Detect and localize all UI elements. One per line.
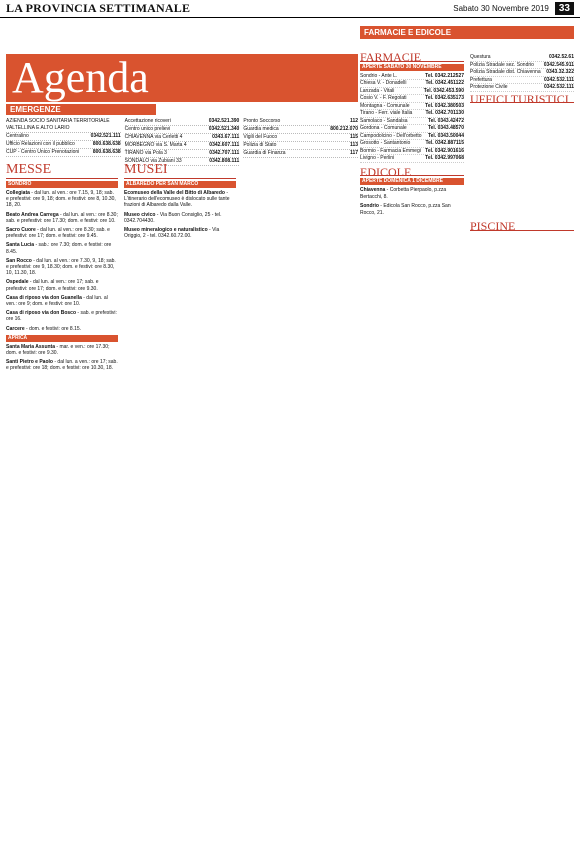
agenda-banner — [6, 54, 358, 102]
list-entry — [6, 227, 118, 239]
contact-row — [360, 73, 464, 81]
messe-zone-2: APRICA — [6, 335, 118, 342]
uffici-column — [470, 54, 574, 233]
contact-row — [470, 77, 574, 85]
list-entry — [6, 279, 118, 291]
contact-phone: Tel. 0343.48570 — [427, 125, 464, 131]
list-entry — [124, 212, 236, 224]
contact-row — [360, 103, 464, 111]
list-entry — [6, 258, 118, 277]
farmacie-list — [360, 73, 464, 163]
entry-name: San Rocco — [6, 257, 32, 264]
entry-text: - Corbetta Pierpaolo, p.zza Bertacchi, 8. — [360, 187, 447, 200]
contact-row — [6, 133, 121, 141]
emergency-col-2 — [125, 118, 240, 166]
contact-name: SONDALO via Zubiani 33 — [124, 158, 182, 164]
musei-column — [124, 162, 236, 242]
contact-name: Polizia di Stato — [243, 142, 277, 148]
contact-name: TIRANO via Pola 3 — [124, 150, 167, 156]
messe-list-1 — [6, 190, 118, 332]
contact-phone: 0342.532.111 — [543, 76, 574, 83]
entry-name: Carcere — [6, 325, 25, 332]
contact-phone: Tel. 0343.42472 — [427, 117, 464, 124]
contact-name: Pronto Soccorso — [243, 118, 281, 124]
contact-name: Sondrio - Ante L. — [360, 72, 398, 79]
contact-phone: 0342.607.111 — [209, 142, 240, 148]
entry-text: - dal lun. al ven.: ore 8.30; sab. e prefestivi: ore 17.30; dom. e festivi: ore 10. — [6, 211, 118, 224]
contact-row — [243, 150, 358, 158]
messe-zone-1: SONDRIO — [6, 181, 118, 188]
farmacie-bar: APERTE SABATO 30 NOVEMBRE — [360, 64, 464, 71]
entry-text: - Via Origgio, 2 - tel. 0342.60.72.00. — [124, 227, 220, 240]
entry-text: - mar. e ven.: ore 17.30; dom. e festivi: ore 9.30. — [6, 343, 110, 357]
musei-zone: ALBAREDO PER SAN MARCO — [124, 181, 236, 188]
contact-phone: 112 — [349, 118, 359, 124]
contact-phone: Tel. 0342.887115 — [425, 140, 464, 146]
contact-row — [360, 110, 464, 118]
contact-name: Polizia Stradale sez. Sondrio — [470, 61, 534, 68]
issue-date: Sabato 30 Novembre 2019 — [453, 4, 549, 13]
contact-name: Vigili del Fuoco — [243, 134, 278, 140]
entry-text: - dal lun. al ven.: ore 17; sab. e prefestivi: ore 17; dom. e festivi: ore 9.30. — [6, 279, 99, 292]
entry-text: - dal lun. al ven.: ore 8.30; sab. e prefestivi: ore 17; dom. e festivi: ore 9.45. — [6, 227, 110, 240]
entry-name: Casa di riposo via don Bosco — [6, 310, 77, 317]
musei-title: MUSEI — [124, 162, 236, 179]
contact-row — [360, 118, 464, 126]
entry-name: Beato Andrea Carrega — [6, 211, 59, 218]
contact-phone: Tel. 0342.380503 — [425, 102, 464, 109]
contact-row — [360, 155, 464, 163]
contact-phone: 0342.532.111 — [543, 84, 574, 90]
contact-row — [360, 133, 464, 141]
contact-phone: 117 — [349, 150, 359, 156]
contact-name: CUP - Centro Unico Prenotazioni — [6, 149, 80, 155]
contact-row — [125, 142, 240, 150]
entry-text: - dal lun. al ven.: ore 7.15, 9, 18; sab. e prefestivi: ore 9, 18; dom. e festivi: ore 8, 10.30, 18, 20. — [6, 190, 116, 209]
contact-phone: 0342.545.911 — [543, 61, 574, 68]
entry-name: Santa Lucia — [6, 242, 35, 249]
farmacie-section — [360, 26, 574, 846]
contact-name: CHIAVENNA via Cerletti 4 — [124, 134, 183, 140]
contact-phone: 800.212.070 — [330, 126, 359, 132]
entry-text: - dal lun. al ven.: ore 9; dom. e festivi: ore 10. — [6, 294, 108, 308]
entry-text: - sab. e prefestivi: ore 16. — [6, 310, 117, 323]
contact-row — [6, 118, 121, 133]
list-entry — [6, 242, 118, 254]
contact-name: Protezione Civile — [470, 84, 508, 90]
contact-row — [360, 80, 464, 88]
edicole-list — [360, 187, 464, 216]
contact-row — [470, 84, 574, 92]
entry-name: Museo civico — [124, 211, 156, 218]
contact-phone: 0342.808.111 — [209, 158, 240, 164]
contact-row — [243, 118, 358, 126]
contact-row — [125, 134, 240, 142]
entry-name: Sacro Cuore — [6, 227, 36, 234]
contact-phone: 115 — [349, 134, 359, 140]
uffici-title: UFFICI TURISTICI — [470, 96, 574, 104]
contact-phone: 0342.521.340 — [208, 126, 240, 132]
contact-name: Livigno - Perlini — [360, 155, 395, 161]
contact-phone: Tel. 0342.451122 — [425, 80, 464, 86]
entry-name: Collegiata — [6, 190, 30, 196]
edicole-title: EDICOLE — [360, 169, 464, 177]
contact-name: Gordona - Comunale — [360, 125, 407, 131]
farmacie-edicole-title: FARMACIE E EDICOLE — [360, 26, 574, 39]
contact-phone: 0342.707.111 — [209, 150, 240, 156]
contact-row — [360, 140, 464, 148]
contact-row — [125, 118, 240, 126]
piscine-title: PISCINE — [470, 223, 574, 231]
contact-row — [360, 125, 464, 133]
list-entry — [6, 359, 118, 371]
contact-phone: 0342.521.111 — [90, 133, 121, 139]
contact-name: Prefettura — [470, 76, 492, 83]
contact-name: Grosotto - Santantonio — [360, 140, 411, 146]
entry-name: Santi Pietro e Paolo — [6, 359, 53, 366]
contact-name: Bormio - Farmacia Emmegi — [360, 147, 421, 154]
emergency-list-2 — [470, 54, 574, 92]
contact-name: Montagna - Comunale — [360, 102, 410, 109]
contact-phone: 800.638.638 — [92, 149, 121, 155]
entry-text: - sab.: ore 7.30; dom. e festivi: ore 8.45. — [6, 242, 112, 255]
entry-text: - Edicola San Rocco, p.zza San Rocco, 21. — [360, 203, 451, 216]
contact-row — [125, 150, 240, 158]
contact-row — [470, 54, 574, 62]
entry-name: Santa Maria Assunta — [6, 343, 55, 350]
contact-phone: 0343.67.111 — [212, 134, 240, 140]
entry-name: Museo mineralogico e naturalistico — [124, 227, 208, 234]
emergenze-bar: EMERGENZE — [6, 104, 156, 115]
contact-name: Guardia medica — [243, 126, 279, 132]
contact-name: Centro unico prelievi — [124, 126, 171, 132]
emergency-columns — [6, 118, 358, 166]
contact-name: Polizia Stradale dist. Chiavenna — [470, 69, 541, 75]
list-entry — [6, 326, 118, 332]
contact-phone: Tel. 0342.635173 — [425, 95, 464, 101]
contact-row — [243, 134, 358, 142]
contact-phone: 0343.32.322 — [546, 69, 574, 75]
contact-phone: Tel. 0342.212527 — [425, 72, 464, 79]
contact-row — [360, 88, 464, 96]
contact-name: MORBEGNO via S. Marta 4 — [124, 142, 187, 148]
contact-phone: Tel. 0342.701130 — [425, 110, 464, 116]
agenda-title: Agenda — [12, 53, 149, 102]
contact-name: Campodolcino - Dell'orbetto — [360, 132, 422, 139]
farmacie-column — [360, 50, 464, 219]
contact-phone: Tel. 0342.901616 — [425, 147, 464, 154]
list-entry — [360, 203, 464, 216]
contact-row — [125, 126, 240, 134]
entry-text: - dal lun. al ven.: ore 7.30, 9, 18; sab. e prefestivi: ore 9, 18.30; dom. e festivi: ore 8.30, 10, 11.30, 18. — [6, 257, 116, 277]
messe-title: MESSE — [6, 162, 118, 179]
emergency-col-3 — [243, 118, 358, 166]
contact-row — [360, 95, 464, 103]
contact-phone: Tel. 0342.453.590 — [423, 87, 464, 94]
entry-text: - Via Buon Consiglio, 25 - tel. 0342.704430. — [124, 211, 222, 224]
contact-name: Questura — [470, 54, 491, 60]
emergency-col-1 — [6, 118, 121, 166]
contact-row — [360, 148, 464, 156]
contact-phone: Tel. 0343.50044 — [427, 132, 464, 139]
contact-row — [470, 69, 574, 77]
list-entry — [6, 344, 118, 356]
contact-name: Lanzada - Vitali — [360, 87, 395, 94]
contact-phone: 0342.521.390 — [208, 118, 240, 124]
contact-row — [243, 126, 358, 134]
list-entry — [6, 190, 118, 209]
entry-text: - dal lun. a ven.: ore 17; sab. e prefestivi: ore 18; dom. e festivi: ore 10.30, 18. — [6, 359, 118, 372]
list-entry — [124, 227, 236, 239]
contact-name: Centralino — [6, 133, 29, 139]
contact-phone: Tel. 0342.997068 — [425, 155, 464, 161]
contact-name: Ufficio Relazioni con il pubblico — [6, 141, 75, 147]
edicole-bar: APERTE DOMENICA 1 DICEMBRE — [360, 178, 464, 185]
contact-name: Tirano - Ferr. viale Italia — [360, 110, 413, 116]
contact-row — [243, 142, 358, 150]
contact-name: Guardia di Finanza — [243, 150, 286, 156]
contact-name: Accettazione ricoveri — [124, 118, 171, 124]
entry-name: Ecomuseo della Valle del Bitto di Albaredo — [124, 190, 225, 196]
list-entry — [6, 295, 118, 307]
list-entry — [360, 187, 464, 200]
farmacie-subtitle: FARMACIE — [360, 54, 464, 62]
messe-list-2 — [6, 344, 118, 372]
entry-name: Sondrio — [360, 203, 379, 209]
contact-row — [6, 141, 121, 149]
entry-name: Ospedale — [6, 279, 29, 286]
musei-list — [124, 190, 236, 239]
contact-name: Chiesa V. - Donadelli — [360, 80, 407, 86]
contact-phone: 800.638.638 — [92, 141, 121, 147]
contact-row — [6, 149, 121, 157]
contact-row — [470, 62, 574, 70]
list-entry — [6, 212, 118, 224]
contact-phone: 113 — [349, 142, 359, 148]
list-entry — [124, 190, 236, 209]
entry-name: Chiavenna — [360, 187, 386, 193]
page-header — [0, 0, 580, 18]
page-number: 33 — [555, 2, 574, 15]
contact-name: AZIENDA SOCIO SANITARIA TERRITORIALE VALTELLINA E ALTO LARIO — [6, 118, 110, 131]
contact-phone: 0342.52.61 — [548, 54, 574, 60]
contact-name: Cosio V. - F. Regolati — [360, 95, 407, 101]
list-entry — [6, 310, 118, 322]
entry-text: - dom. e festivi: ore 8.15. — [24, 325, 82, 332]
contact-name: Samolaco - Sandalsa — [360, 117, 408, 124]
newspaper-title: LA PROVINCIA SETTIMANALE — [6, 1, 191, 15]
messe-column — [6, 162, 118, 375]
entry-name: Casa di riposo via don Guanella — [6, 294, 82, 301]
entry-text: - L'itinerario dell'ecomuseo è dislocato sulle tante frazioni di Albaredo dalla Valle. — [124, 190, 230, 209]
